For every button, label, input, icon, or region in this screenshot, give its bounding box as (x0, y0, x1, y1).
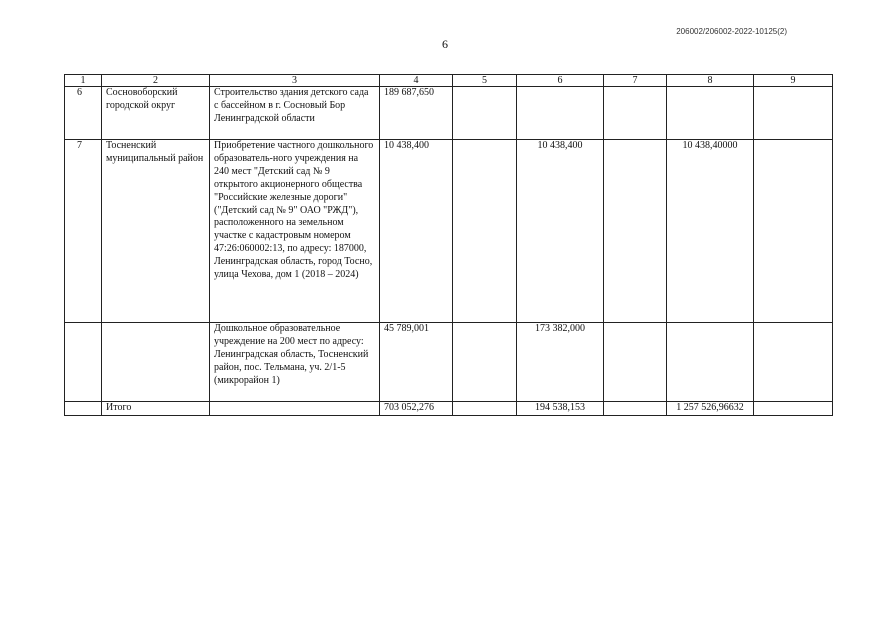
value-cell-col5 (453, 87, 517, 140)
municipality-cell: Тосненский муниципальный район (102, 140, 210, 323)
column-header: 4 (380, 75, 453, 87)
total-row (65, 402, 833, 416)
value-cell-col6 (517, 87, 604, 140)
value-cell-col7 (604, 323, 667, 402)
value-cell-col7 (604, 87, 667, 140)
column-header: 7 (604, 75, 667, 87)
object-description-cell: Строительство здания детского сада с бассейном в г. Сосновый Бор Ленинградской области (210, 87, 380, 140)
page-number: 6 (442, 37, 448, 51)
value-cell-col4: 10 438,400 (380, 140, 453, 323)
value-cell-col9 (754, 87, 833, 140)
value-cell-col9 (754, 140, 833, 323)
value-cell-col8 (667, 87, 754, 140)
data-table (64, 74, 833, 416)
row-number-cell: 7 (65, 140, 102, 323)
value-cell-col4: 189 687,650 (380, 87, 453, 140)
municipality-cell: Сосновоборский городской округ (102, 87, 210, 140)
total-value-col5 (453, 402, 517, 416)
column-header: 2 (102, 75, 210, 87)
total-value-col4: 703 052,276 (380, 402, 453, 416)
document-registration-number: 206002/206002-2022-10125(2) (676, 27, 787, 36)
column-header: 8 (667, 75, 754, 87)
value-cell-col6: 10 438,400 (517, 140, 604, 323)
row-number-cell (65, 402, 102, 416)
table-row (65, 87, 833, 140)
column-header: 1 (65, 75, 102, 87)
column-header: 3 (210, 75, 380, 87)
value-cell-col6: 173 382,000 (517, 323, 604, 402)
value-cell-col4: 45 789,001 (380, 323, 453, 402)
total-value-col9 (754, 402, 833, 416)
total-value-col7 (604, 402, 667, 416)
value-cell-col5 (453, 323, 517, 402)
row-number-cell: 6 (65, 87, 102, 140)
total-value-col8: 1 257 526,96632 (667, 402, 754, 416)
value-cell-col8: 10 438,40000 (667, 140, 754, 323)
municipality-cell (102, 323, 210, 402)
object-description-cell: Приобретение частного дошкольного образователь-ного учреждения на 240 мест "Детский сад № 9 открытого акционерного общества "Российские железные дороги" ("Детский сад № 9" ОАО "РЖД"), расположенного на земельном участке с кадастровым номером 47:26:060002:13, по адресу: 187000, Ленинградская область, город Тосно, улица Чехова, дом 1 (2018 – 2024) (210, 140, 380, 323)
column-header: 6 (517, 75, 604, 87)
object-description-cell (210, 402, 380, 416)
value-cell-col9 (754, 323, 833, 402)
table-row (65, 140, 833, 323)
table-row (65, 323, 833, 402)
table-header-row (65, 75, 833, 87)
value-cell-col5 (453, 140, 517, 323)
column-header: 5 (453, 75, 517, 87)
value-cell-col7 (604, 140, 667, 323)
object-description-cell: Дошкольное образовательное учреждение на 200 мест по адресу: Ленинградская область, Тосненский район, пос. Тельмана, уч. 2/1-5 (микрорайон 1) (210, 323, 380, 402)
row-number-cell (65, 323, 102, 402)
total-value-col6: 194 538,153 (517, 402, 604, 416)
total-label-cell: Итого (102, 402, 210, 416)
column-header: 9 (754, 75, 833, 87)
value-cell-col8 (667, 323, 754, 402)
